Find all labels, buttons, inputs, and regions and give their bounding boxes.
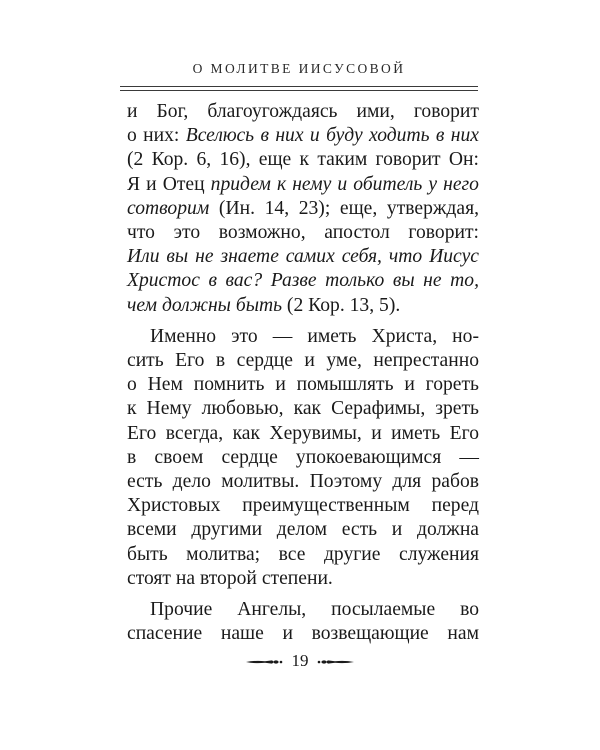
paragraph-3 [127, 598, 479, 646]
text-line: к Нему любовью, как Серафимы, зреть [127, 398, 479, 420]
text-line [127, 269, 479, 293]
scripture-quote: придем к нему и обитель у него [210, 173, 479, 195]
text-line: Прочие Ангелы, посылаемые во [150, 599, 479, 621]
text-line [127, 197, 479, 221]
text-line: Его всегда, как Херувимы, и иметь Его [127, 422, 479, 444]
text-line: стоят на второй степени. [127, 567, 333, 589]
paragraph-gap [127, 591, 479, 598]
text-line: сить Его в сердце и уме, непрестанно [127, 350, 479, 372]
text-line: Именно это — иметь Христа, но- [150, 325, 479, 347]
text-run: о них: [127, 125, 186, 147]
running-title: О МОЛИТВЕ ИИСУСОВОЙ [192, 61, 406, 76]
header-rule-top [120, 86, 478, 87]
scripture-quote: сотворим [127, 197, 210, 219]
right-ornament-icon [317, 656, 355, 668]
text-line [127, 245, 479, 269]
body-text [127, 100, 479, 646]
text-line: что это возможно, апостол говорит: [127, 222, 479, 244]
text-line [127, 124, 479, 148]
page-number: 19 [291, 651, 309, 670]
header-rule-bottom [120, 90, 478, 91]
text-line: (2 Кор. 6, 16), еще к таким говорит Он: [127, 149, 479, 171]
text-run: Я и Отец [127, 173, 211, 195]
text-run: (Ин. 14, 23); еще, утверждая, [209, 197, 479, 219]
text-line: всеми другими делом есть и должна [127, 519, 479, 541]
text-line [127, 294, 479, 318]
text-line: спасение наше и возвещающие нам [127, 623, 479, 645]
scripture-quote: Или вы не знаете самих себя, что Иисус [127, 246, 479, 268]
scripture-quote: Вселюсь в них и буду ходить в них [185, 125, 479, 147]
text-line: есть дело молитвы. Поэтому для рабов [127, 471, 479, 493]
text-line: о Нем помнить и помышлять и гореть [127, 374, 479, 396]
paragraph-1 [127, 100, 479, 318]
scripture-quote: Христос в вас? Разве только вы не то, [127, 270, 479, 292]
scripture-quote: чем должны быть [127, 294, 283, 316]
paragraph-gap [127, 318, 479, 325]
text-line: быть молитва; все другие служения [127, 543, 479, 565]
page-footer [245, 650, 355, 674]
text-line: и Бог, благоугождаясь ими, говорит [127, 101, 479, 122]
text-line: в своем сердце упокоевающимся — [127, 446, 479, 468]
text-run: (2 Кор. 13, 5). [282, 294, 401, 316]
paragraph-2 [127, 325, 479, 591]
text-line [127, 173, 479, 197]
left-ornament-icon [245, 656, 283, 668]
running-header [120, 58, 478, 94]
text-line: Христовых преимущественным перед [127, 495, 479, 517]
